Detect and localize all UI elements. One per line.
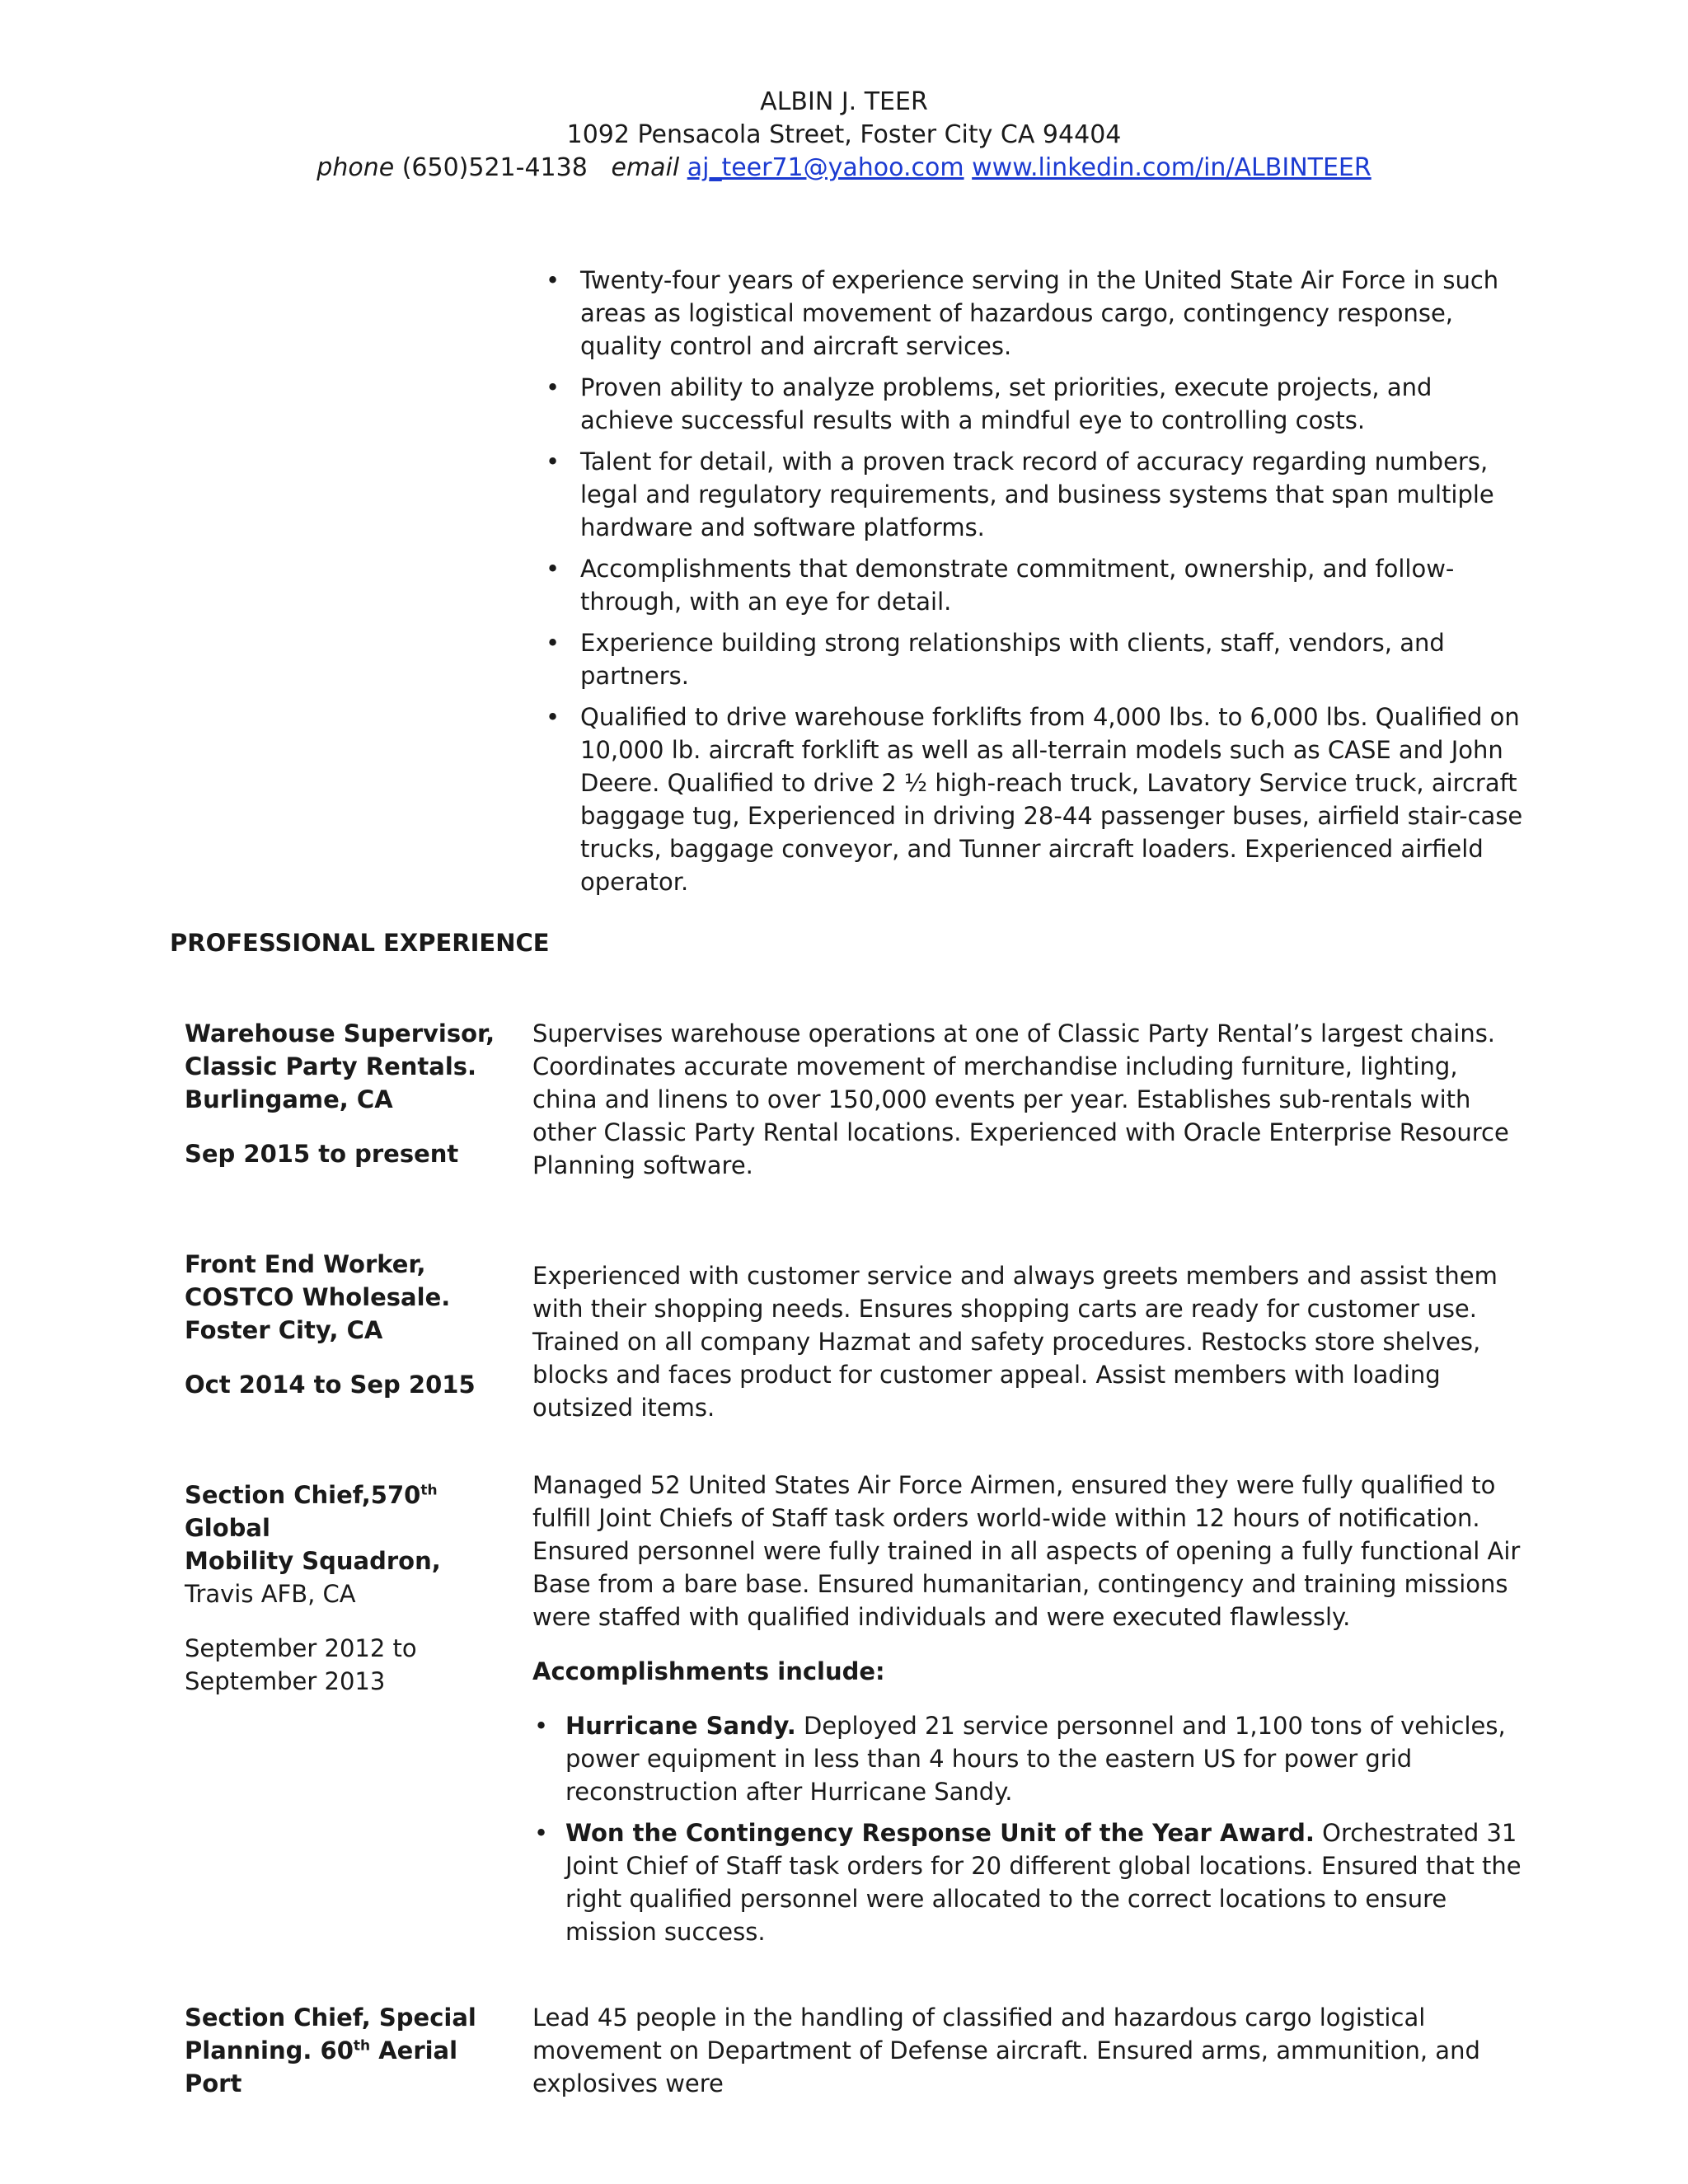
job-company: Mobility Squadron, (185, 1547, 441, 1575)
email-label: email (611, 153, 680, 182)
summary-item: • Accomplishments that demonstrate commitment, ownership, and follow-through, with an eye for detail. (539, 552, 1528, 618)
job-dates: Oct 2014 to Sep 2015 (185, 1371, 476, 1399)
job-details (532, 1248, 1522, 1424)
accomplishment-item: • Hurricane Sandy. Deployed 21 service personnel and 1,100 tons of vehicles, power equipment in less than 4 hours to the eastern US for power grid reconstruction after Hurricane Sandy. (532, 1709, 1522, 1808)
job-dates: Sep 2015 to present (185, 1140, 459, 1168)
bullet-icon: • (534, 1819, 549, 1847)
resume-header (0, 86, 1688, 185)
job-meta (185, 1479, 506, 1698)
phone-number: (650)521-4138 (401, 153, 588, 182)
linkedin-link[interactable]: www.linkedin.com/in/ALBINTEER (972, 153, 1372, 182)
summary-item: • Proven ability to analyze problems, set priorities, execute projects, and achieve successful results with a mindful eye to controlling costs. (539, 371, 1528, 437)
phone-label: phone (316, 153, 395, 182)
section-heading-experience: PROFESSIONAL EXPERIENCE (170, 929, 550, 957)
job-company: Planning. 60th Aerial Port (185, 2036, 458, 2097)
job-details (532, 1469, 1522, 1957)
job-title: Warehouse Supervisor, (185, 1019, 495, 1047)
job-details (532, 1017, 1522, 1182)
job-description: Experienced with customer service and always greets members and assist them with their shopping needs. Ensures shopping carts are ready for customer use. Trained on all company Hazmat and safety procedures. Restocks store shelves, blocks and faces product for customer appeal. Assist members with loading outsized items. (532, 1262, 1498, 1422)
job-description: Lead 45 people in the handling of classified and hazardous cargo logistical movement on Department of Defense aircraft. Ensured arms, ammunition, and explosives were (532, 2004, 1480, 2097)
job-meta (185, 1017, 506, 1170)
bullet-icon: • (546, 266, 560, 294)
job-meta (185, 1248, 506, 1401)
job-description: Managed 52 United States Air Force Airmen, ensured they were fully qualified to fulfill Joint Chiefs of Staff task orders world-wide within 12 hours of notification. Ensured personnel were fully trained in all aspects of opening a fully functional Air Base from a bare base. Ensured humanitarian, contingency and training missions were staffed with qualified individuals and were executed flawlessly. (532, 1471, 1521, 1631)
job-meta (185, 2001, 506, 2100)
bullet-icon: • (546, 703, 560, 731)
job-description: Supervises warehouse operations at one of Classic Party Rental’s largest chains. Coordinates accurate movement of merchandise including furniture, lighting, china and linens to over 150,000 events per year. Establishes sub-rentals with other Classic Party Rental locations. Experienced with Oracle Enterprise Resource Planning software. (532, 1019, 1509, 1179)
job-company: COSTCO Wholesale. (185, 1283, 451, 1311)
bullet-icon: • (546, 555, 560, 583)
contact-line (0, 152, 1688, 185)
accomplishments-list (532, 1709, 1522, 1948)
bullet-icon: • (546, 629, 560, 657)
job-dates: September 2012 to September 2013 (185, 1634, 417, 1695)
summary-item: • Talent for detail, with a proven track record of accuracy regarding numbers, legal and regulatory requirements, and business systems that span multiple hardware and software platforms. (539, 445, 1528, 544)
candidate-address: 1092 Pensacola Street, Foster City CA 94404 (566, 120, 1122, 149)
bullet-icon: • (534, 1712, 549, 1740)
summary-item: • Qualified to drive warehouse forklifts from 4,000 lbs. to 6,000 lbs. Qualified on 10,000 lb. aircraft forklift as well as all-terrain models such as CASE and John Deere. Qualified to drive 2 ½ high-reach truck, Lavatory Service truck, aircraft baggage tug, Experienced in driving 28-44 passenger buses, airfield stair-case trucks, baggage conveyor, and Tunner aircraft loaders. Experienced airfield operator. (539, 701, 1528, 898)
summary-item: • Twenty-four years of experience serving in the United State Air Force in such areas as logistical movement of hazardous cargo, contingency response, quality control and aircraft services. (539, 264, 1528, 363)
bullet-icon: • (546, 373, 560, 401)
candidate-name: ALBIN J. TEER (760, 87, 928, 116)
summary-item: • Experience building strong relationships with clients, staff, vendors, and partners. (539, 626, 1528, 692)
job-location: Foster City, CA (185, 1316, 383, 1344)
accomplishments-heading: Accomplishments include: (532, 1657, 885, 1685)
job-title: Front End Worker, (185, 1250, 426, 1278)
accomplishment-item: • Won the Contingency Response Unit of the Year Award. Orchestrated 31 Joint Chief of Staff task orders for 20 different global locations. Ensured that the right qualified personnel were allocated to the correct locations to ensure mission success. (532, 1816, 1522, 1948)
job-details (532, 2001, 1522, 2100)
email-link[interactable]: aj_teer71@yahoo.com (687, 153, 964, 182)
job-location: Burlingame, CA (185, 1085, 393, 1113)
job-title: Section Chief,570th Global (185, 1481, 438, 1542)
bullet-icon: • (546, 448, 560, 476)
job-location: Travis AFB, CA (185, 1580, 356, 1608)
summary-list (539, 264, 1528, 907)
job-title: Section Chief, Special (185, 2004, 476, 2032)
job-company: Classic Party Rentals. (185, 1052, 477, 1080)
